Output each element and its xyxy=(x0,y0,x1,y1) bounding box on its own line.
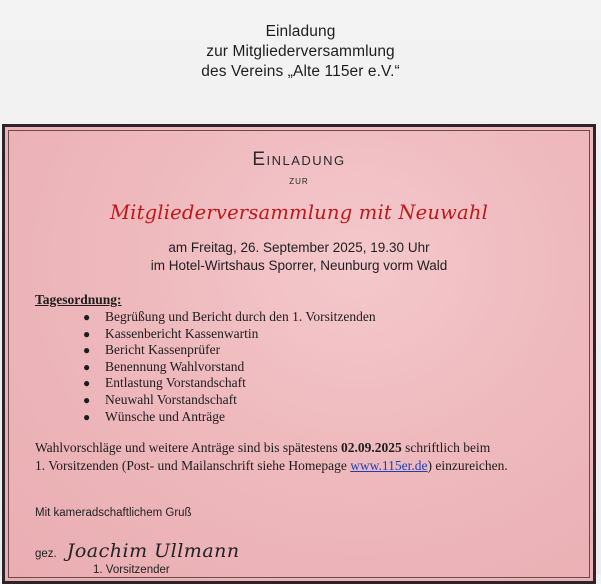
agenda-item xyxy=(83,326,376,343)
signer-role: 1. Vorsitzender xyxy=(93,564,170,576)
gez-label: gez. xyxy=(35,548,57,560)
signature: Joachim Ullmann xyxy=(66,540,240,562)
agenda-item-label: Wünsche und Anträge xyxy=(105,408,225,424)
meeting-date: am Freitag, 26. September 2025, 19.30 Uhr xyxy=(168,240,430,255)
header-line-1: Einladung xyxy=(265,23,336,40)
agenda-item-label: Bericht Kassenprüfer xyxy=(105,342,221,358)
agenda-item xyxy=(83,359,376,376)
agenda-item-label: Entlastung Vorstandschaft xyxy=(105,375,246,391)
header-line-2: zur Mitgliederversammlung xyxy=(206,43,395,60)
meeting-location: im Hotel-Wirtshaus Sporrer, Neunburg vorm Wald xyxy=(150,258,448,273)
agenda-item xyxy=(83,392,376,409)
bullet-icon: ● xyxy=(83,392,91,407)
bullet-icon: ● xyxy=(83,310,91,324)
header-line-3: des Vereins „Alte 115er e.V.“ xyxy=(201,63,400,80)
note-text-3: 1. Vorsitzenden (Post- und Mailanschrift siehe Homepage xyxy=(35,458,351,473)
agenda-title: Tagesordnung: xyxy=(35,292,122,307)
document-header xyxy=(0,22,601,82)
note-text-1: Wahlvorschläge und weitere Anträge sind bis spätestens xyxy=(35,440,341,455)
note-text-4: ) einzureichen. xyxy=(427,458,508,473)
bullet-icon: ● xyxy=(83,409,91,424)
homepage-link[interactable]: www.115er.de xyxy=(350,458,428,473)
agenda-item xyxy=(83,342,376,359)
agenda-item-label: Neuwahl Vorstandschaft xyxy=(105,391,237,407)
card-subtitle: zur xyxy=(289,175,309,187)
bullet-icon: ● xyxy=(83,359,91,374)
deadline-date: 02.09.2025 xyxy=(340,440,402,455)
meeting-headline: Mitgliederversammlung mit Neuwahl xyxy=(109,201,489,224)
invitation-card xyxy=(2,124,596,584)
agenda-item-label: Benennung Wahlvorstand xyxy=(105,358,245,374)
note-text-2: schriftlich beim xyxy=(401,440,491,455)
agenda-item xyxy=(83,409,376,426)
closing-greeting: Mit kameradschaftlichem Gruß xyxy=(35,507,192,519)
bullet-icon: ● xyxy=(83,376,91,391)
signature-block xyxy=(35,540,240,562)
submission-note xyxy=(35,439,575,475)
bullet-icon: ● xyxy=(83,326,91,341)
agenda-item-label: Begrüßung und Bericht durch den 1. Vorsitzenden xyxy=(105,309,376,324)
bullet-icon: ● xyxy=(83,343,91,358)
agenda-item-label: Kassenbericht Kassenwartin xyxy=(105,325,259,341)
agenda-item xyxy=(83,309,376,326)
agenda-item xyxy=(83,375,376,392)
agenda-list xyxy=(83,309,376,425)
card-title: Einladung xyxy=(252,149,346,170)
